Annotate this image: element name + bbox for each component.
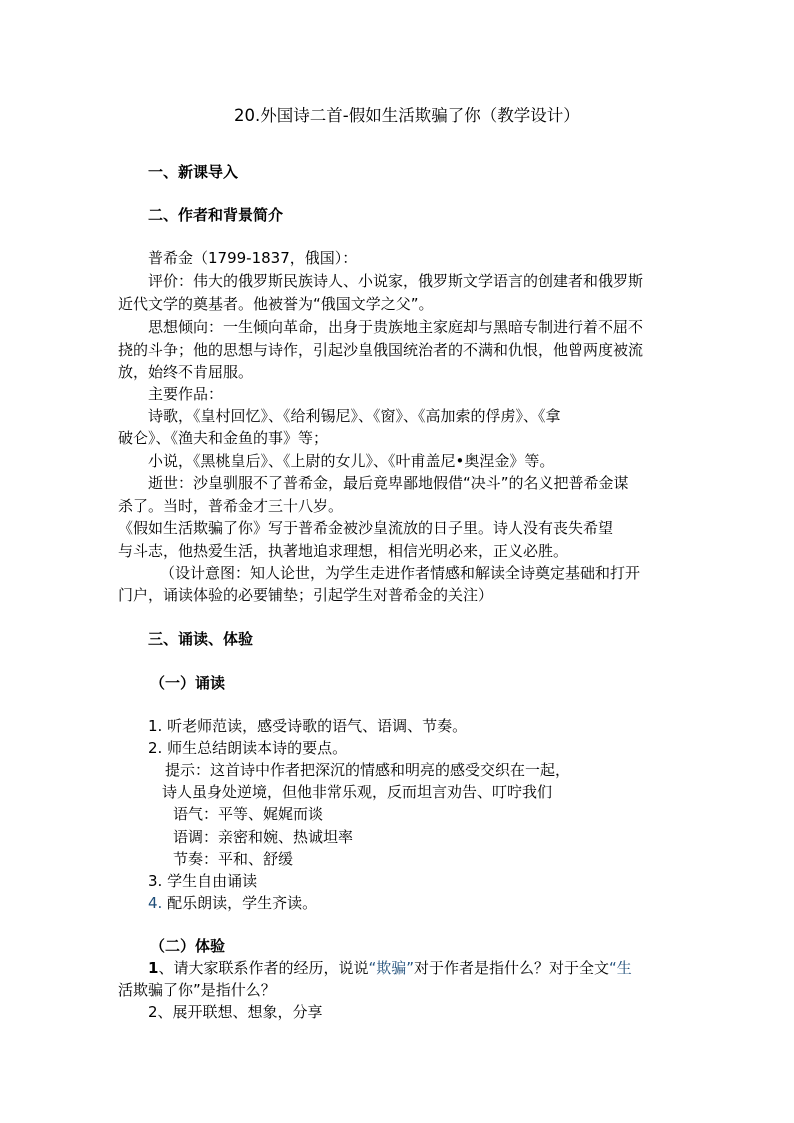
question-1-text-b: 对于作者是指什么？对于全文 <box>414 959 610 977</box>
section-heading-reading: 三、诵读、体验 <box>148 630 254 648</box>
tip-line-1: 提示：这首诗中作者把深沉的情感和明亮的感受交织在一起， <box>165 761 571 779</box>
question-1-quoted-start: “生 <box>609 959 632 977</box>
section-heading-intro: 一、新课导入 <box>148 163 239 181</box>
thought-line-1: 思想倾向：一生倾向革命，出身于贵族地主家庭却与黑暗专制进行着不屈不 <box>148 318 644 336</box>
question-2: 2、展开联想、想象，分享 <box>148 1003 323 1021</box>
question-1-line-1 <box>148 958 632 978</box>
thought-line-2: 挠的斗争；他的思想与诗作，引起沙皇俄国统治者的不满和仇恨，他曾两度被流 <box>118 341 644 359</box>
question-1-text-c: 是指什么？ <box>200 981 276 999</box>
poems-line-1: 诗歌，《皇村回忆》、《给利锡尼》、《窗》、《高加索的俘虏》、《拿 <box>148 407 561 425</box>
rhythm-line: 节奏：平和、舒缓 <box>173 850 294 868</box>
evaluation-line-1: 评价：伟大的俄罗斯民族诗人、小说家，俄罗斯文学语言的创建者和俄罗斯 <box>148 272 644 290</box>
reading-item-2: 2. 师生总结朗读本诗的要点。 <box>148 739 348 757</box>
reading-item-4-number: 4. <box>148 894 163 912</box>
poems-line-2: 破仑》、《渔夫和金鱼的事》等； <box>118 429 329 447</box>
works-heading: 主要作品： <box>148 385 224 403</box>
reading-item-3: 3. 学生自由诵读 <box>148 872 258 890</box>
design-intent-line-2: 门户，诵读体验的必要铺垫；引起学生对普希金的关注） <box>118 586 494 604</box>
subsection-heading-experience: （二）体验 <box>150 937 226 955</box>
question-1-line-2 <box>118 980 276 1000</box>
author-line: 普希金（1799-1837，俄国）： <box>148 249 358 267</box>
page-title: 20.外国诗二首-假如生活欺骗了你（教学设计） <box>234 106 580 125</box>
novels-line: 小说，《黑桃皇后》、《上尉的女儿》、《叶甫盖尼•奥涅金》等。 <box>148 452 555 470</box>
tip-line-2: 诗人虽身处逆境，但他非常乐观，反而坦言劝告、叮咛我们 <box>162 783 553 801</box>
background-line-1: 《假如生活欺骗了你》写于普希金被沙皇流放的日子里。诗人没有丧失希望 <box>118 519 614 537</box>
evaluation-line-2: 近代文学的奠基者。他被誉为“俄国文学之父”。 <box>118 295 434 313</box>
reading-item-1: 1. 听老师范读，感受诗歌的语气、语调、节奏。 <box>148 717 468 735</box>
question-1-text-a: 、请大家联系作者的经历，说说 <box>158 959 369 977</box>
question-1-number: 1 <box>148 959 159 977</box>
death-line-1: 逝世：沙皇驯服不了普希金，最后竟卑鄙地假借“决斗”的名义把普希金谋 <box>148 474 629 492</box>
reading-item-4-text: 配乐朗读，学生齐读。 <box>162 894 318 912</box>
section-heading-author: 二、作者和背景简介 <box>148 206 284 224</box>
question-1-quoted-end: 活欺骗了你” <box>118 981 201 999</box>
thought-line-3: 放，始终不肯屈服。 <box>118 363 254 381</box>
reading-item-4 <box>148 893 317 913</box>
background-line-2: 与斗志，他热爱生活，执著地追求理想，相信光明必来，正义必胜。 <box>118 542 569 560</box>
intonation-line: 语调：亲密和婉、热诚坦率 <box>173 828 354 846</box>
design-intent-line-1: （设计意图：知人论世，为学生走进作者情感和解读全诗奠定基础和打开 <box>160 564 641 582</box>
tone-line: 语气：平等、娓娓而谈 <box>173 805 324 823</box>
subsection-heading-reading: （一）诵读 <box>150 674 226 692</box>
question-1-quoted-term: “欺骗” <box>368 959 414 977</box>
death-line-2: 杀了。当时，普希金才三十八岁。 <box>118 497 344 515</box>
